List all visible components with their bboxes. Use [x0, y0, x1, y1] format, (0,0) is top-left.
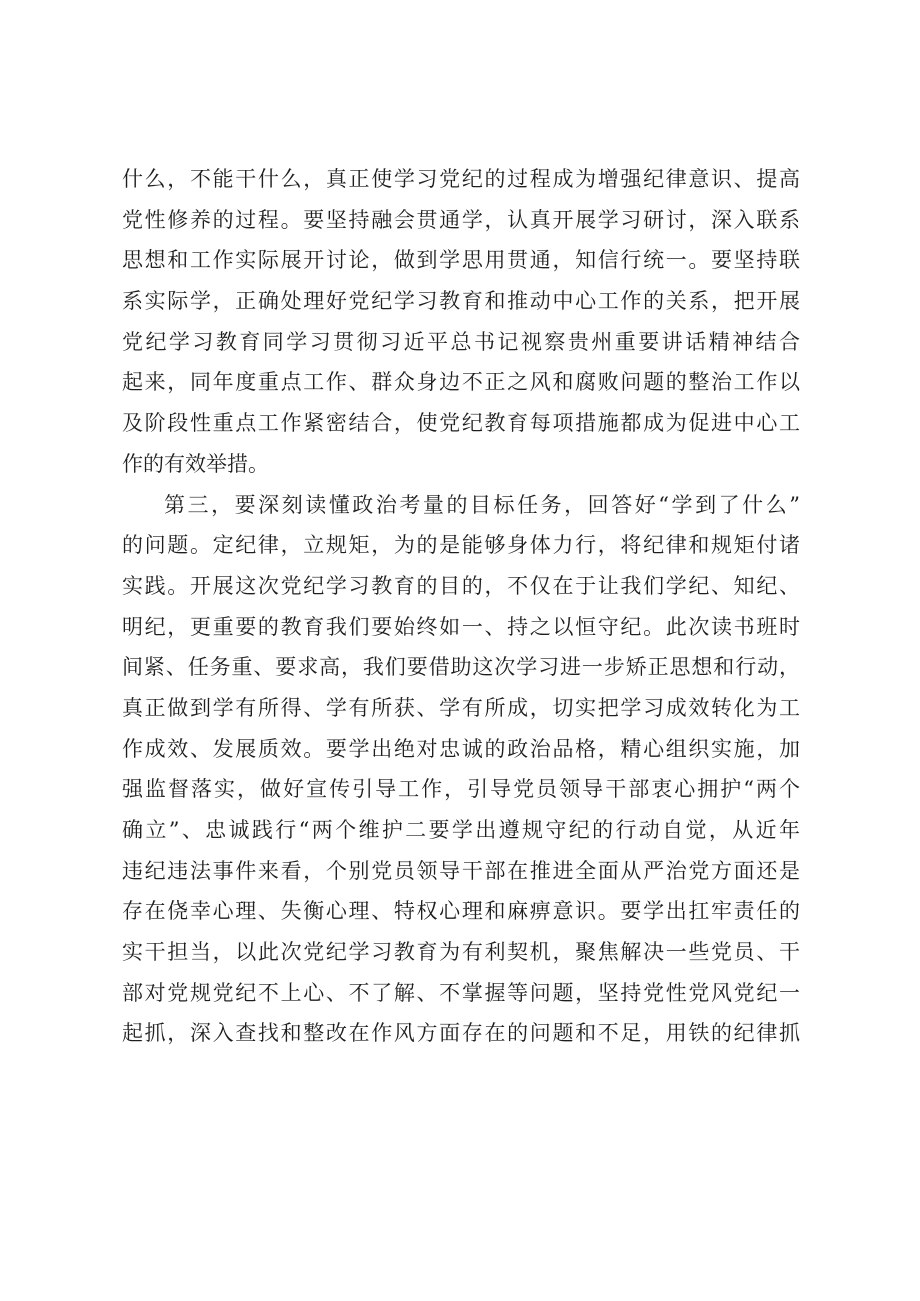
- text-line: 违纪违法事件来看，个别党员领导干部在推进全面从严治党方面还是: [122, 858, 800, 883]
- text-line: 间紧、任务重、要求高，我们要借助这次学习进一步矫正思想和行动，: [122, 655, 800, 680]
- text-line: 存在侥幸心理、失衡心理、特权心理和麻痹意识。要学出扛牢责任的: [122, 899, 800, 924]
- text-line: 起来，同年度重点工作、群众身边不正之风和腐败问题的整治工作以: [122, 370, 800, 395]
- text-line: 强监督落实，做好宣传引导工作，引导党员领导干部衷心拥护“两个: [122, 777, 800, 802]
- text-line: 党性修养的过程。要坚持融会贯通学，认真开展学习研讨，深入联系: [122, 207, 800, 232]
- paragraph: [122, 159, 800, 485]
- text-line: 起抓，深入查找和整改在作风方面存在的问题和不足，用铁的纪律抓: [122, 1021, 800, 1046]
- text-line: 确立”、忠诚践行“两个维护二要学出遵规守纪的行动自觉，从近年: [122, 818, 800, 842]
- text-line: 系实际学，正确处理好党纪学习教育和推动中心工作的关系，把开展: [122, 289, 800, 314]
- text-line: 什么，不能干什么，真正使学习党纪的过程成为增强纪律意识、提高: [122, 167, 800, 191]
- text-line: 党纪学习教育同学习贯彻习近平总书记视察贵州重要讲话精神结合: [122, 329, 800, 354]
- body-text: [122, 159, 800, 1054]
- text-line: 及阶段性重点工作紧密结合，使党纪教育每项措施都成为促进中心工: [122, 411, 800, 436]
- text-line: 第三，要深刻读懂政治考量的目标任务，回答好“学到了什么”: [164, 492, 800, 517]
- text-line: 作的有效举措。: [122, 451, 269, 476]
- text-line: 的问题。定纪律，立规矩，为的是能够身体力行，将纪律和规矩付诸: [122, 533, 800, 558]
- text-line: 部对党规党纪不上心、不了解、不掌握等问题，坚持党性党风党纪一: [122, 980, 800, 1005]
- text-line: 真正做到学有所得、学有所获、学有所成，切实把学习成效转化为工: [122, 695, 800, 720]
- text-line: 实践。开展这次党纪学习教育的目的，不仅在于让我们学纪、知纪、: [122, 573, 800, 598]
- paragraph: [122, 485, 800, 1055]
- text-line: 明纪，更重要的教育我们要始终如一、持之以恒守纪。此次读书班时: [122, 614, 800, 639]
- text-line: 作成效、发展质效。要学出绝对忠诚的政治品格，精心组织实施，加: [122, 736, 800, 761]
- text-line: 实干担当，以此次党纪学习教育为有利契机，聚焦解决一些党员、干: [122, 940, 800, 965]
- text-line: 思想和工作实际展开讨论，做到学思用贯通，知信行统一。要坚持联: [122, 248, 800, 273]
